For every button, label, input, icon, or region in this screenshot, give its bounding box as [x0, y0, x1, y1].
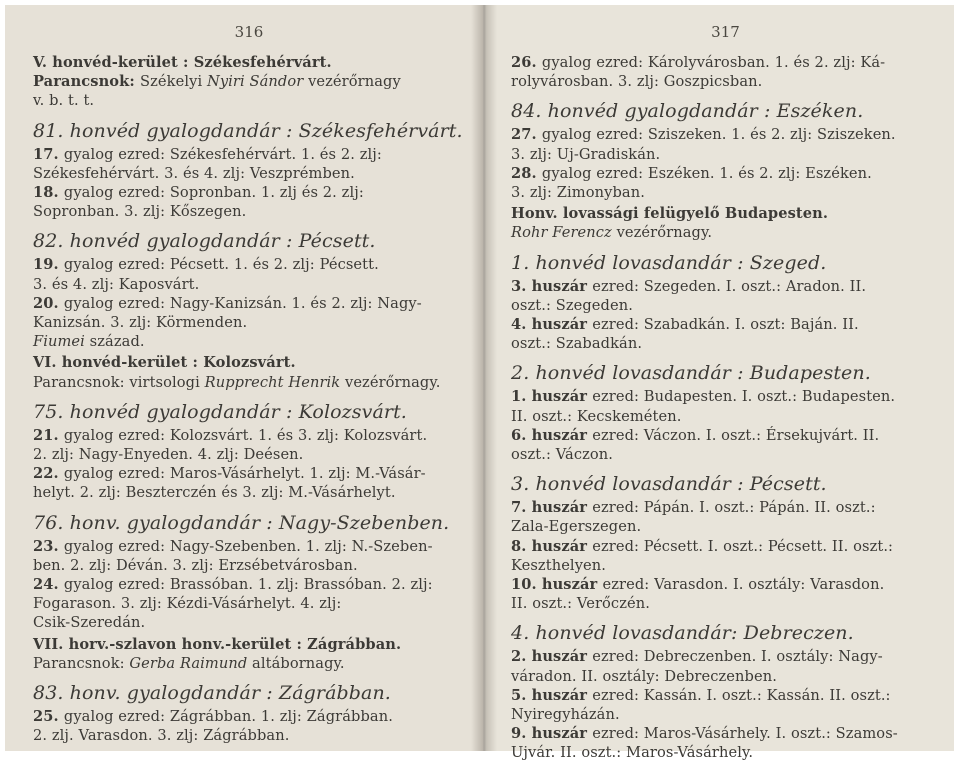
text-line: [33, 164, 465, 183]
text-line: [511, 183, 940, 202]
text-fragment: rolyvárosban. 3. zlj: Goszpicsban.: [511, 73, 763, 91]
section-heading: VII. horv.-szlavon honv.-kerület : Zágrábban.: [33, 635, 402, 653]
text-fragment: oszt.: Szabadkán.: [511, 335, 643, 353]
text-line: [511, 426, 940, 445]
section-heading: VI. honvéd-kerület : Kolozsvárt.: [33, 354, 296, 372]
entry-label: 17.: [33, 145, 64, 163]
section-heading: Honv. lovassági felügyelő Budapesten.: [511, 205, 829, 223]
text-line: [33, 556, 465, 575]
text-line: [33, 707, 465, 726]
brigade-heading: 81. honvéd gyalogdandár : Székesfehérvárt.: [33, 119, 463, 142]
text-line: [511, 575, 940, 594]
brigade-heading: 1. honvéd lovasdandár : Szeged.: [511, 251, 827, 274]
text-line: [511, 296, 940, 315]
text-fragment: v. b. t. t.: [33, 92, 95, 110]
text-line: [511, 705, 940, 724]
text-fragment: ben. 2. zlj: Déván. 3. zlj: Erzsébetvárosban.: [33, 556, 358, 574]
entry-label: 24.: [33, 576, 64, 594]
person-name: Fiumei: [33, 333, 85, 351]
entry-label: 20.: [33, 294, 64, 312]
text-fragment: ezred: Budapesten. I. oszt.: Budapesten.: [592, 388, 896, 406]
brigade-heading: 82. honvéd gyalogdandár : Pécsett.: [33, 230, 376, 253]
text-fragment: 2. zlj. Varasdon. 3. zlj: Zágrábban.: [33, 727, 290, 745]
entry-label: 18.: [33, 184, 64, 202]
text-fragment: század.: [84, 333, 145, 351]
person-name: Rupprecht Henrik: [204, 373, 341, 391]
text-fragment: vezérőrnagy.: [611, 224, 713, 242]
text-line: [511, 223, 940, 242]
text-line: [511, 556, 940, 575]
text-line: [33, 183, 465, 202]
text-fragment: vezérőrnagy: [303, 73, 401, 91]
text-line: [33, 426, 465, 445]
text-fragment: oszt.: Váczon.: [511, 446, 614, 464]
text-fragment: Kanizsán. 3. zlj: Körmenden.: [33, 314, 248, 332]
text-fragment: gyalog ezred: Sziszeken. 1. és 2. zlj: Sziszeken.: [541, 126, 896, 144]
text-line: [33, 72, 465, 91]
person-name: Nyiri Sándor: [206, 73, 304, 91]
text-line: [511, 498, 940, 517]
entry-label: 10. huszár: [511, 576, 603, 594]
text-fragment: gyalog ezred: Brassóban. 1. zlj: Brassóban. 2. zlj:: [63, 576, 433, 594]
text-fragment: gyalog ezred: Sopronban. 1. zlj és 2. zlj:: [63, 184, 364, 202]
text-fragment: 3. zlj: Uj-Gradiskán.: [511, 145, 661, 163]
entry-label: 19.: [33, 256, 64, 274]
entry-label: 23.: [33, 537, 64, 555]
entry-label: 28.: [511, 164, 542, 182]
text-line: [33, 575, 465, 594]
text-fragment: Parancsnok: virtsologi: [33, 373, 205, 391]
brigade-heading: 3. honvéd lovasdandár : Pécsett.: [511, 473, 827, 496]
text-fragment: gyalog ezred: Zágrábban. 1. zlj: Zágrábban.: [63, 708, 393, 726]
text-fragment: Ujvár. II. oszt.: Maros-Vásárhely.: [511, 744, 754, 762]
text-fragment: oszt.: Szegeden.: [511, 296, 633, 314]
text-line: [511, 407, 940, 426]
text-fragment: II. oszt.: Kecskeméten.: [511, 407, 682, 425]
entry-label: 8. huszár: [511, 537, 593, 555]
text-fragment: gyalog ezred: Maros-Vásárhelyt. 1. zlj: M.-Vásár-: [63, 465, 426, 483]
brigade-heading: 75. honvéd gyalogdandár : Kolozsvárt.: [33, 400, 407, 423]
text-line: [511, 445, 940, 464]
text-fragment: váradon. II. osztály: Debreczenben.: [511, 667, 777, 685]
text-line: [511, 72, 940, 91]
book-gutter: [471, 5, 497, 751]
text-fragment: gyalog ezred: Nagy-Szebenben. 1. zlj: N.-Szeben-: [63, 537, 433, 555]
entry-label: 22.: [33, 465, 64, 483]
text-line: [511, 667, 940, 686]
entry-label: 25.: [33, 708, 64, 726]
text-fragment: ezred: Pécsett. I. oszt.: Pécsett. II. oszt.:: [592, 537, 894, 555]
entry-label: 21.: [33, 426, 64, 444]
right-page: [483, 5, 954, 762]
entry-label: 26.: [511, 54, 542, 71]
text-fragment: gyalog ezred: Kolozsvárt. 1. és 3. zlj: Kolozsvárt.: [63, 426, 428, 444]
entry-label: 6. huszár: [511, 426, 593, 444]
text-line: [33, 294, 465, 313]
entry-label: 4. huszár: [511, 316, 593, 334]
left-page: [5, 5, 483, 751]
text-line: [33, 313, 465, 332]
text-fragment: gyalog ezred: Székesfehérvárt. 1. és 2. zlj:: [63, 145, 382, 163]
text-line: [511, 537, 940, 556]
text-fragment: Parancsnok:: [33, 654, 130, 672]
left-page-content: [33, 53, 465, 745]
text-line: [33, 202, 465, 221]
text-fragment: ezred: Szegeden. I. oszt.: Aradon. II.: [592, 277, 867, 295]
text-line: [33, 255, 465, 274]
text-fragment: helyt. 2. zlj: Beszterczén és 3. zlj: M.-Vásárhelyt.: [33, 484, 396, 502]
page-number-right: 317: [711, 23, 740, 41]
text-line: [511, 647, 940, 666]
person-name: Gerba Raimund: [129, 654, 248, 672]
text-line: [33, 654, 465, 673]
text-line: [33, 445, 465, 464]
text-fragment: Keszthelyen.: [511, 556, 607, 574]
text-fragment: ezred: Kassán. I. oszt.: Kassán. II. oszt.:: [592, 686, 891, 704]
text-line: [33, 483, 465, 502]
text-line: [511, 594, 940, 613]
text-fragment: gyalog ezred: Pécsett. 1. és 2. zlj: Pécsett.: [63, 256, 379, 274]
text-line: [511, 334, 940, 353]
text-fragment: ezred: Varasdon. I. osztály: Varasdon.: [602, 576, 885, 594]
text-fragment: Csik-Szeredán.: [33, 614, 146, 632]
brigade-heading: 76. honv. gyalogdandár : Nagy-Szebenben.: [33, 511, 450, 534]
text-line: [511, 164, 940, 183]
text-fragment: gyalog ezred: Károlyvárosban. 1. és 2. zlj: Ká-: [541, 54, 886, 71]
text-line: [33, 373, 465, 392]
brigade-heading: 4. honvéd lovasdandár: Debreczen.: [511, 622, 854, 645]
text-line: [33, 537, 465, 556]
entry-label: 27.: [511, 126, 542, 144]
entry-label: 1. huszár: [511, 388, 593, 406]
text-fragment: Sopronban. 3. zlj: Kőszegen.: [33, 203, 247, 221]
text-line: [33, 464, 465, 483]
book-spread: [5, 5, 954, 762]
brigade-heading: 83. honv. gyalogdandár : Zágrábban.: [33, 682, 391, 705]
entry-label: 9. huszár: [511, 725, 593, 743]
text-line: [511, 724, 940, 743]
text-fragment: ezred: Debreczenben. I. osztály: Nagy-: [592, 648, 883, 666]
text-fragment: vezérőrnagy.: [340, 373, 441, 391]
text-fragment: Nyiregyházán.: [511, 706, 620, 724]
entry-label: 3. huszár: [511, 277, 593, 295]
text-fragment: Zala-Egerszegen.: [511, 518, 642, 536]
text-fragment: ezred: Maros-Vásárhely. I. oszt.: Szamos-: [592, 725, 898, 743]
text-line: [511, 517, 940, 536]
text-fragment: gyalog ezred: Eszéken. 1. és 2. zlj: Eszéken.: [541, 164, 872, 182]
brigade-heading: 84. honvéd gyalogdandár : Eszéken.: [511, 100, 864, 123]
text-line: [511, 743, 940, 762]
entry-label: 2. huszár: [511, 648, 593, 666]
right-page-content: [511, 53, 940, 763]
brigade-heading: 2. honvéd lovasdandár : Budapesten.: [511, 362, 871, 385]
text-line: [33, 726, 465, 745]
text-fragment: Székesfehérvárt. 3. és 4. zlj: Veszprémben.: [33, 164, 355, 182]
entry-label: 7. huszár: [511, 499, 593, 517]
text-fragment: ezred: Szabadkán. I. oszt: Baján. II.: [592, 316, 859, 334]
text-fragment: ezred: Pápán. I. oszt.: Pápán. II. oszt.:: [592, 499, 876, 517]
text-fragment: altábornagy.: [247, 654, 345, 672]
text-line: [33, 332, 465, 351]
text-line: [33, 275, 465, 294]
text-fragment: Fogarason. 3. zlj: Kézdi-Vásárhelyt. 4. zlj:: [33, 595, 342, 613]
text-line: [511, 315, 940, 334]
text-fragment: Székelyi: [140, 73, 207, 91]
section-heading: V. honvéd-kerület : Székesfehérvárt.: [33, 54, 332, 71]
text-line: [511, 686, 940, 705]
text-fragment: II. oszt.: Verőczén.: [511, 595, 650, 613]
text-line: [33, 594, 465, 613]
person-name: Rohr Ferencz: [511, 224, 612, 242]
text-fragment: 3. zlj: Zimonyban.: [511, 184, 645, 202]
text-line: [33, 613, 465, 632]
text-fragment: ezred: Váczon. I. oszt.: Érsekujvárt. II.: [592, 426, 880, 444]
text-fragment: gyalog ezred: Nagy-Kanizsán. 1. és 2. zlj: Nagy-: [63, 294, 422, 312]
text-line: [33, 145, 465, 164]
text-line: [511, 387, 940, 406]
entry-label: Parancsnok:: [33, 73, 141, 91]
text-line: [511, 125, 940, 144]
text-line: [511, 145, 940, 164]
text-fragment: 3. és 4. zlj: Kaposvárt.: [33, 275, 200, 293]
text-fragment: 2. zlj: Nagy-Enyeden. 4. zlj: Deésen.: [33, 446, 304, 464]
text-line: [511, 53, 940, 72]
page-number-left: 316: [234, 23, 264, 41]
text-line: [33, 91, 465, 110]
text-line: [511, 277, 940, 296]
entry-label: 5. huszár: [511, 686, 593, 704]
